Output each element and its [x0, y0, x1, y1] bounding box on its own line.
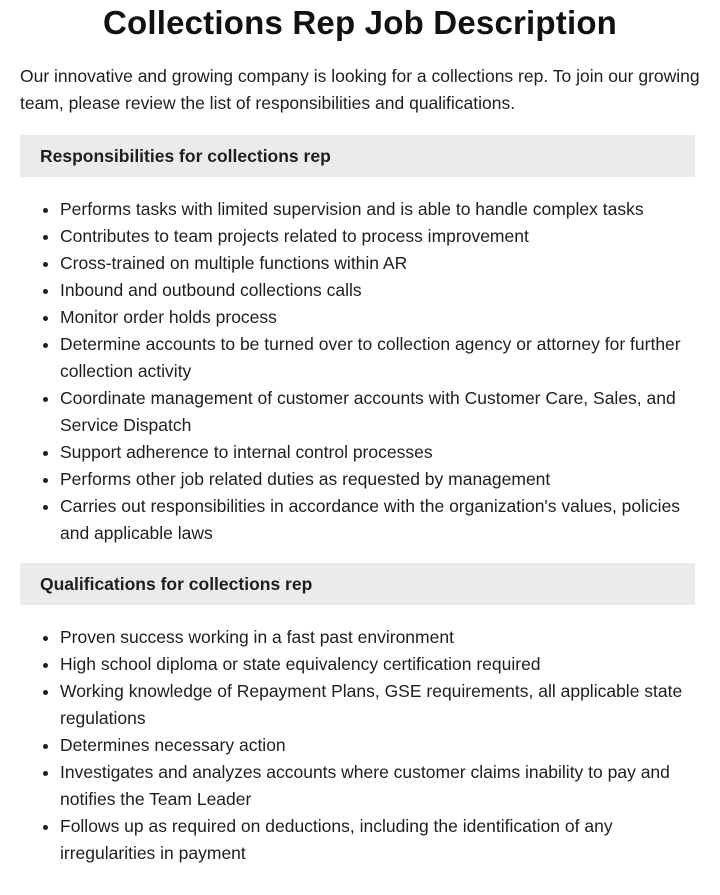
page-title: Collections Rep Job Description [102, 4, 618, 41]
list-item: • Determines necessary action [60, 732, 690, 759]
list-item: • Cross-trained on multiple functions within AR [60, 250, 690, 277]
list-item: • Contributes to team projects related to process improvement [60, 223, 690, 250]
list-item: • Performs other job related duties as requested by management [60, 466, 690, 493]
list-item: • Monitor order holds process [60, 304, 690, 331]
list-item: • Carries out responsibilities in accordance with the organization's values, policies and applicable laws [60, 493, 690, 547]
qualifications-heading: Qualifications for collections rep [20, 563, 695, 605]
list-item: • Determine accounts to be turned over to collection agency or attorney for further collection activity [60, 331, 690, 385]
list-item: • Inbound and outbound collections calls [60, 277, 690, 304]
list-item: • Working knowledge of Repayment Plans, GSE requirements, all applicable state regulations [60, 678, 690, 732]
list-item: • Proven success working in a fast past environment [60, 624, 690, 651]
list-item: • Performs tasks with limited supervision and is able to handle complex tasks [60, 196, 690, 223]
list-item: • Investigates and analyzes accounts where customer claims inability to pay and notifies the Team Leader [60, 759, 690, 813]
list-item: • Follows up as required on deductions, including the identification of any irregularities in payment [60, 813, 690, 867]
qualifications-list [20, 624, 690, 867]
list-item: • Coordinate management of customer accounts with Customer Care, Sales, and Service Dispatch [60, 385, 690, 439]
list-item: • High school diploma or state equivalency certification required [60, 651, 690, 678]
responsibilities-list [20, 196, 690, 547]
list-item: • Support adherence to internal control processes [60, 439, 690, 466]
intro-paragraph: Our innovative and growing company is looking for a collections rep. To join our growing team, please review the list of responsibilities and qualifications. [20, 66, 700, 113]
responsibilities-heading: Responsibilities for collections rep [20, 135, 695, 177]
